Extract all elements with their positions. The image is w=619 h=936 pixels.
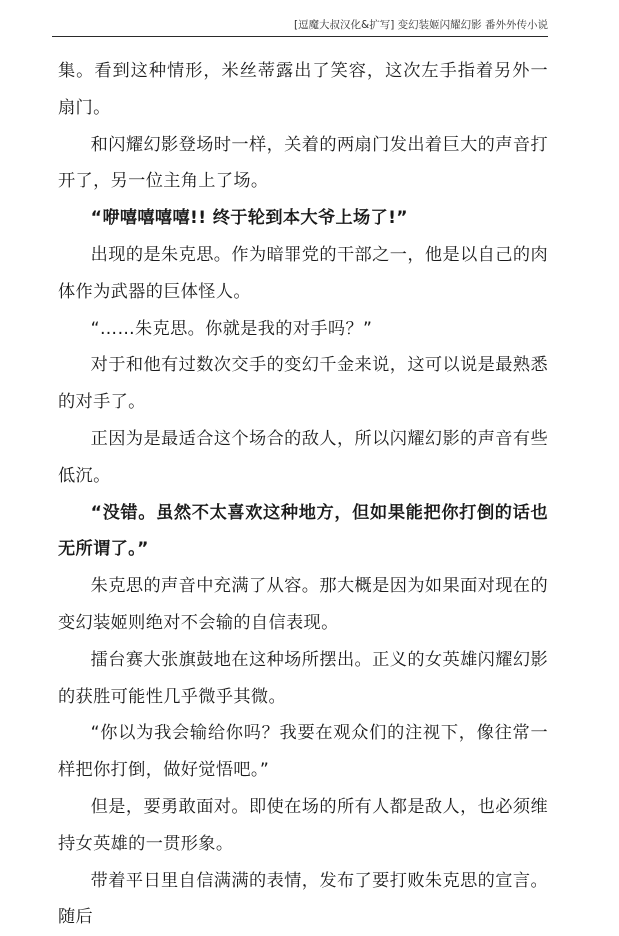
- paragraph: “没错。虽然不太喜欢这种地方，但如果能把你打倒的话也无所谓了。”: [58, 502, 548, 560]
- paragraph: “咿嘻嘻嘻嘻!! 终于轮到本大爷上场了!”: [90, 208, 408, 229]
- paragraph: “你以为我会输给你吗？我要在观众们的注视下，像往常一样把你打倒，做好觉悟吧。”: [58, 723, 548, 781]
- paragraph: 正因为是最适合这个场合的敌人，所以闪耀幻影的声音有些低沉。: [58, 428, 548, 486]
- paragraph: 但是，要勇敢面对。即使在场的所有人都是敌人，也必须维持女英雄的一贯形象。: [58, 796, 548, 854]
- paragraph: 擂台赛大张旗鼓地在这种场所摆出。正义的女英雄闪耀幻影的获胜可能性几乎微乎其微。: [58, 649, 548, 707]
- paragraph: 带着平日里自信满满的表情，发布了要打败朱克思的宣言。随后: [58, 870, 548, 928]
- paragraph: 朱克思的声音中充满了从容。那大概是因为如果面对现在的变幻装姬则绝对不会输的自信表现。: [58, 576, 548, 633]
- page-header: [逗魔大叔汉化&扩写] 变幻装姬闪耀幻影 番外外传小说: [52, 14, 548, 37]
- paragraph: 出现的是朱克思。作为暗罪党的干部之一，他是以自己的肉体作为武器的巨体怪人。: [58, 244, 548, 302]
- paragraph: 和闪耀幻影登场时一样，关着的两扇门发出着巨大的声音打开了，另一位主角上了场。: [58, 134, 548, 192]
- paragraph: “……朱克思。你就是我的对手吗？”: [90, 318, 373, 339]
- page-body: [58, 53, 548, 936]
- paragraph: 集。看到这种情形，米丝蒂露出了笑容，这次左手指着另外一扇门。: [58, 61, 548, 118]
- paragraph: 对于和他有过数次交手的变幻千金来说，这可以说是最熟悉的对手了。: [58, 355, 548, 413]
